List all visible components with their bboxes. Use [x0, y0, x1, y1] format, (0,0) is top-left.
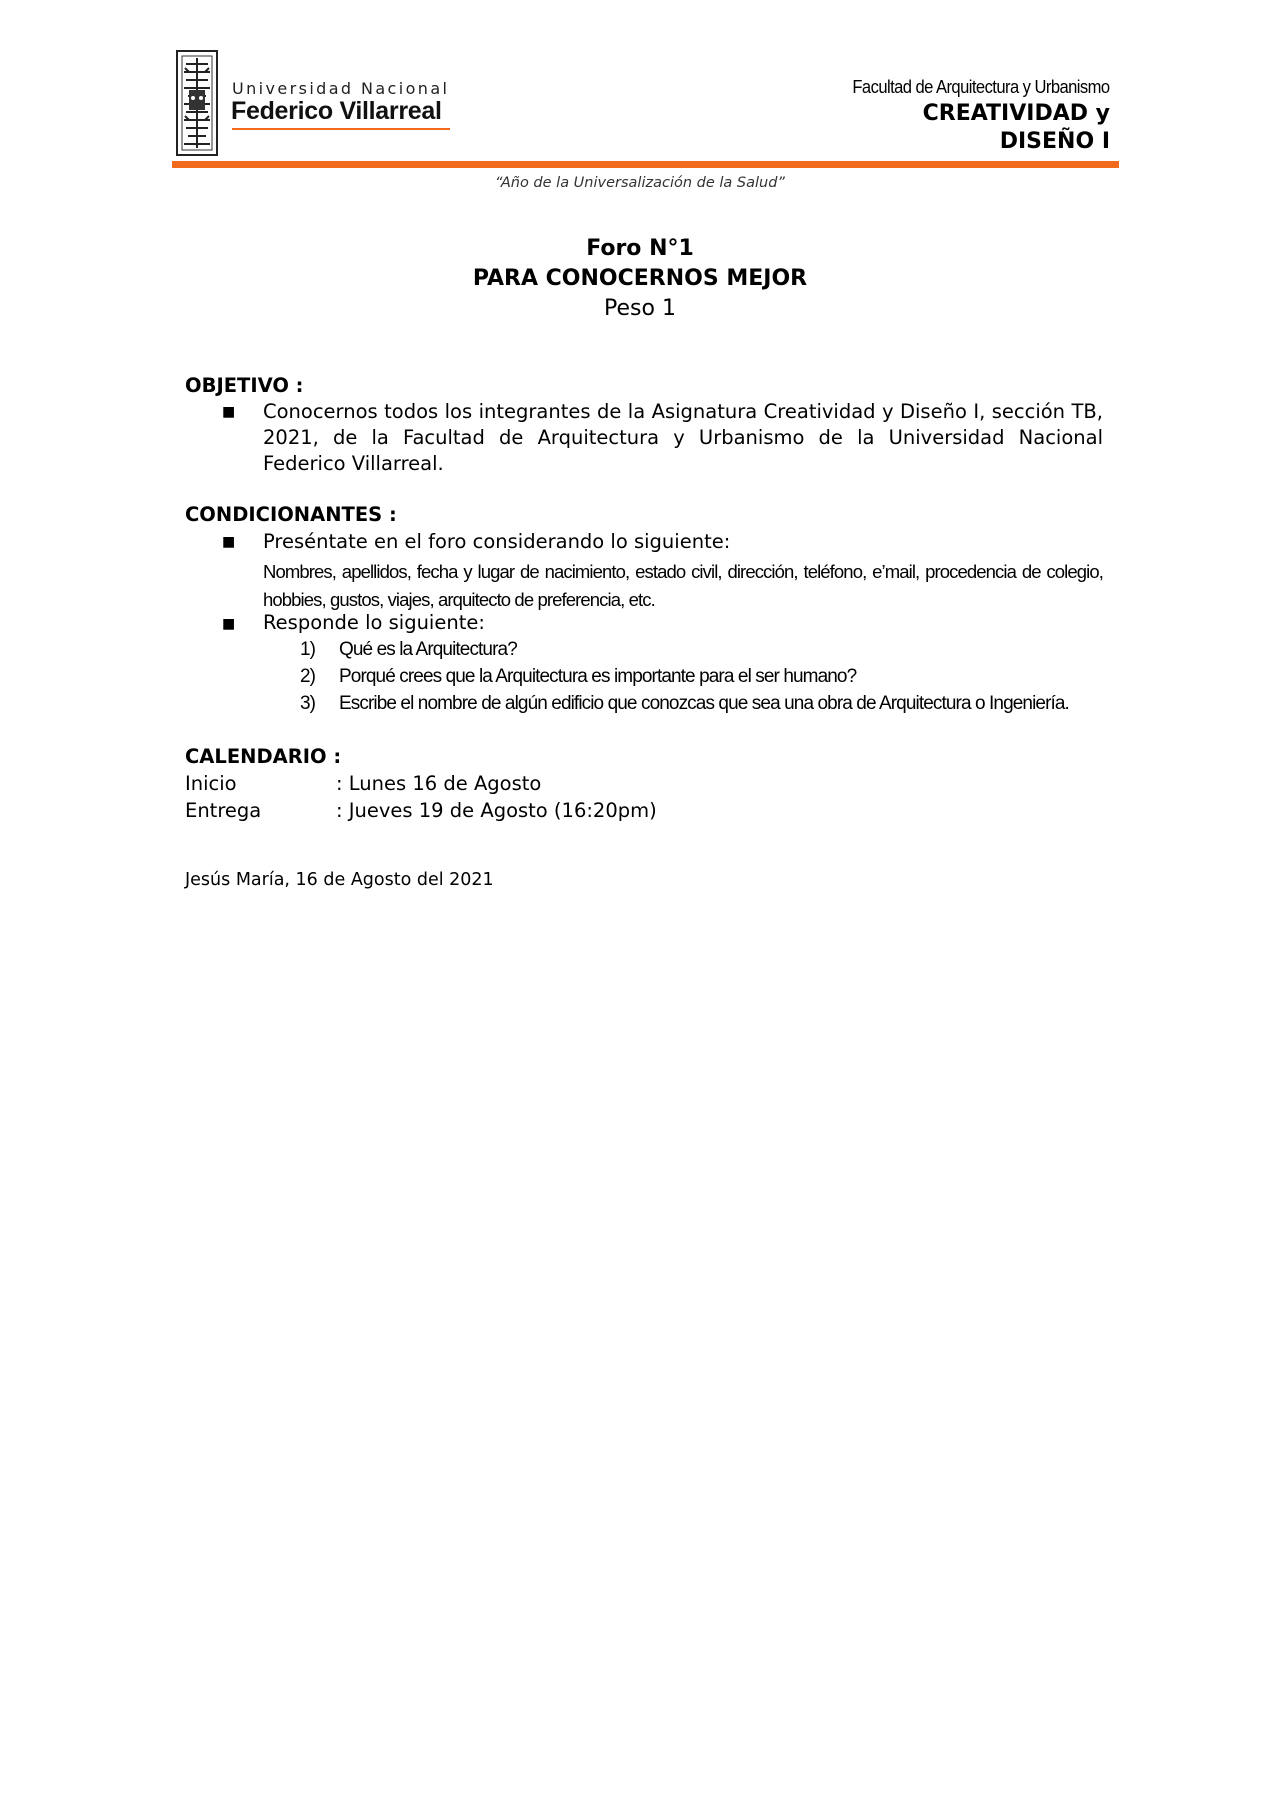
question-text: Qué es la Arquitectura? — [339, 639, 517, 660]
condicionante-item1: Preséntate en el foro considerando lo siguiente: — [263, 530, 731, 553]
calendar-label-inicio: Inicio — [185, 772, 237, 795]
condicionante-item2: Responde lo siguiente: — [263, 611, 485, 634]
bullet-icon: ■ — [222, 616, 236, 632]
condicionante-item1-detail: Nombres, apellidos, fecha y lugar de nacimiento, estado civil, dirección, teléfono, e’mail, procedencia de colegio, hobbies, gustos, viajes, arquitecto de preferencia, etc. — [263, 561, 1103, 610]
course-title: CREATIVIDAD y DISEÑO I — [922, 101, 1110, 154]
bullet-icon: ■ — [222, 534, 236, 550]
forum-weight: Peso 1 — [604, 296, 676, 321]
place-date-signoff: Jesús María, 16 de Agosto del 2021 — [185, 870, 494, 890]
course-title-clip — [850, 100, 1110, 154]
university-name-line2: Federico Villarreal — [231, 97, 442, 125]
bullet-icon: ■ — [222, 404, 236, 420]
university-emblem-logo — [176, 50, 218, 156]
calendario-heading: CALENDARIO : — [185, 745, 342, 768]
question-text: Escribe el nombre de algún edificio que conozcas que sea una obra de Arquitectura o Ingeniería. — [339, 693, 1069, 714]
calendar-value-inicio: : Lunes 16 de Agosto — [336, 772, 542, 795]
calendar-label-entrega: Entrega — [185, 799, 262, 822]
objetivo-heading: OBJETIVO : — [185, 374, 304, 397]
question-number: 3) — [300, 693, 316, 714]
question-number: 1) — [300, 639, 316, 660]
calendar-value-entrega: : Jueves 19 de Agosto (16:20pm) — [336, 799, 657, 822]
university-name-line1: Universidad Nacional — [232, 79, 450, 98]
forum-title: PARA CONOCERNOS MEJOR — [472, 266, 808, 291]
year-motto: “Año de la Universalización de la Salud” — [495, 175, 785, 191]
faculty-name: Facultad de Arquitectura y Urbanismo — [852, 77, 1110, 97]
condicionantes-heading: CONDICIONANTES : — [185, 503, 397, 526]
question-number: 2) — [300, 666, 316, 687]
objetivo-text: Conocernos todos los integrantes de la Asignatura Creatividad y Diseño I, sección TB, 2021, de la Facultad de Arquitectura y Urbanismo de la Universidad Nacional Federico Villarreal. — [263, 400, 1103, 475]
forum-number: Foro N°1 — [586, 236, 694, 261]
question-text: Porqué crees que la Arquitectura es importante para el ser humano? — [339, 666, 857, 687]
document-title — [0, 234, 1280, 324]
header-divider — [172, 161, 1119, 168]
logo-underline — [232, 128, 450, 130]
